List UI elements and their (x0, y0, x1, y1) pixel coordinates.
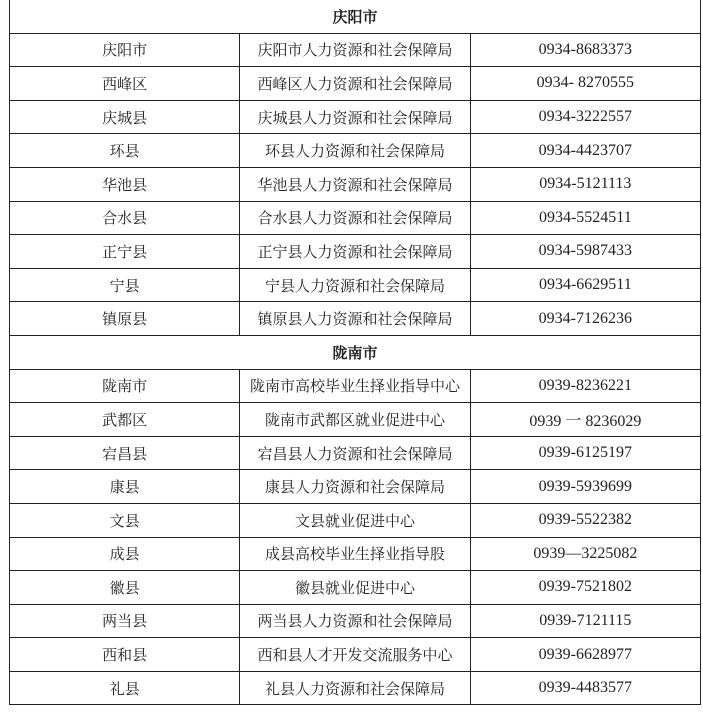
table-row (10, 470, 701, 504)
agency-cell: 庆阳市人力资源和社会保障局 (240, 33, 470, 67)
table-row (10, 33, 701, 67)
district-cell: 成县 (10, 537, 240, 571)
table-row (10, 604, 701, 638)
table-row (10, 167, 701, 201)
table-row (10, 302, 701, 336)
agency-cell: 礼县人力资源和社会保障局 (240, 671, 470, 705)
phone-cell: 0934-4423707 (470, 134, 700, 168)
agency-cell: 宁县人力资源和社会保障局 (240, 268, 470, 302)
agency-cell: 合水县人力资源和社会保障局 (240, 201, 470, 235)
district-cell: 庆阳市 (10, 33, 240, 67)
table-row (10, 201, 701, 235)
agency-cell: 西和县人才开发交流服务中心 (240, 638, 470, 672)
district-cell: 西峰区 (10, 67, 240, 101)
table-row (10, 235, 701, 269)
phone-cell: 0934-8683373 (470, 33, 700, 67)
table-row (10, 571, 701, 605)
district-cell: 礼县 (10, 671, 240, 705)
district-cell: 两当县 (10, 604, 240, 638)
table-row (10, 268, 701, 302)
district-cell: 西和县 (10, 638, 240, 672)
district-cell: 华池县 (10, 167, 240, 201)
district-cell: 宕昌县 (10, 436, 240, 470)
agency-cell: 文县就业促进中心 (240, 503, 470, 537)
agency-cell: 陇南市武都区就业促进中心 (240, 403, 470, 437)
section-title: 庆阳市 (10, 0, 701, 33)
table-row (10, 436, 701, 470)
district-cell: 宁县 (10, 268, 240, 302)
agency-cell: 环县人力资源和社会保障局 (240, 134, 470, 168)
section-header-row (10, 0, 701, 33)
table-row (10, 369, 701, 403)
agency-cell: 徽县就业促进中心 (240, 571, 470, 605)
table-row (10, 537, 701, 571)
agency-cell: 两当县人力资源和社会保障局 (240, 604, 470, 638)
district-cell: 文县 (10, 503, 240, 537)
agency-cell: 庆城县人力资源和社会保障局 (240, 100, 470, 134)
table-row (10, 134, 701, 168)
table-row (10, 403, 701, 437)
phone-cell: 0934-7126236 (470, 302, 700, 336)
phone-cell: 0939-7121115 (470, 604, 700, 638)
district-cell: 康县 (10, 470, 240, 504)
agency-cell: 成县高校毕业生择业指导股 (240, 537, 470, 571)
phone-cell: 0939-6628977 (470, 638, 700, 672)
table-row (10, 638, 701, 672)
district-cell: 镇原县 (10, 302, 240, 336)
phone-cell: 0939 一 8236029 (470, 403, 700, 437)
district-cell: 环县 (10, 134, 240, 168)
table-row (10, 67, 701, 101)
phone-cell: 0934- 8270555 (470, 67, 700, 101)
phone-cell: 0939-6125197 (470, 436, 700, 470)
contact-table-body (10, 0, 701, 705)
agency-cell: 陇南市高校毕业生择业指导中心 (240, 369, 470, 403)
phone-cell: 0939-7521802 (470, 571, 700, 605)
agency-cell: 宕昌县人力资源和社会保障局 (240, 436, 470, 470)
phone-cell: 0934-6629511 (470, 268, 700, 302)
district-cell: 陇南市 (10, 369, 240, 403)
district-cell: 庆城县 (10, 100, 240, 134)
district-cell: 合水县 (10, 201, 240, 235)
agency-cell: 华池县人力资源和社会保障局 (240, 167, 470, 201)
district-cell: 徽县 (10, 571, 240, 605)
district-cell: 正宁县 (10, 235, 240, 269)
agency-cell: 西峰区人力资源和社会保障局 (240, 67, 470, 101)
phone-cell: 0934-3222557 (470, 100, 700, 134)
table-row (10, 671, 701, 705)
phone-cell: 0934-5121113 (470, 167, 700, 201)
agency-cell: 正宁县人力资源和社会保障局 (240, 235, 470, 269)
district-cell: 武都区 (10, 403, 240, 437)
contact-table (9, 0, 701, 705)
agency-cell: 康县人力资源和社会保障局 (240, 470, 470, 504)
phone-cell: 0934-5987433 (470, 235, 700, 269)
phone-cell: 0939-5939699 (470, 470, 700, 504)
section-header-row (10, 335, 701, 369)
section-title: 陇南市 (10, 335, 701, 369)
phone-cell: 0939-8236221 (470, 369, 700, 403)
table-row (10, 503, 701, 537)
phone-cell: 0934-5524511 (470, 201, 700, 235)
phone-cell: 0939-4483577 (470, 671, 700, 705)
phone-cell: 0939—3225082 (470, 537, 700, 571)
agency-cell: 镇原县人力资源和社会保障局 (240, 302, 470, 336)
table-row (10, 100, 701, 134)
phone-cell: 0939-5522382 (470, 503, 700, 537)
